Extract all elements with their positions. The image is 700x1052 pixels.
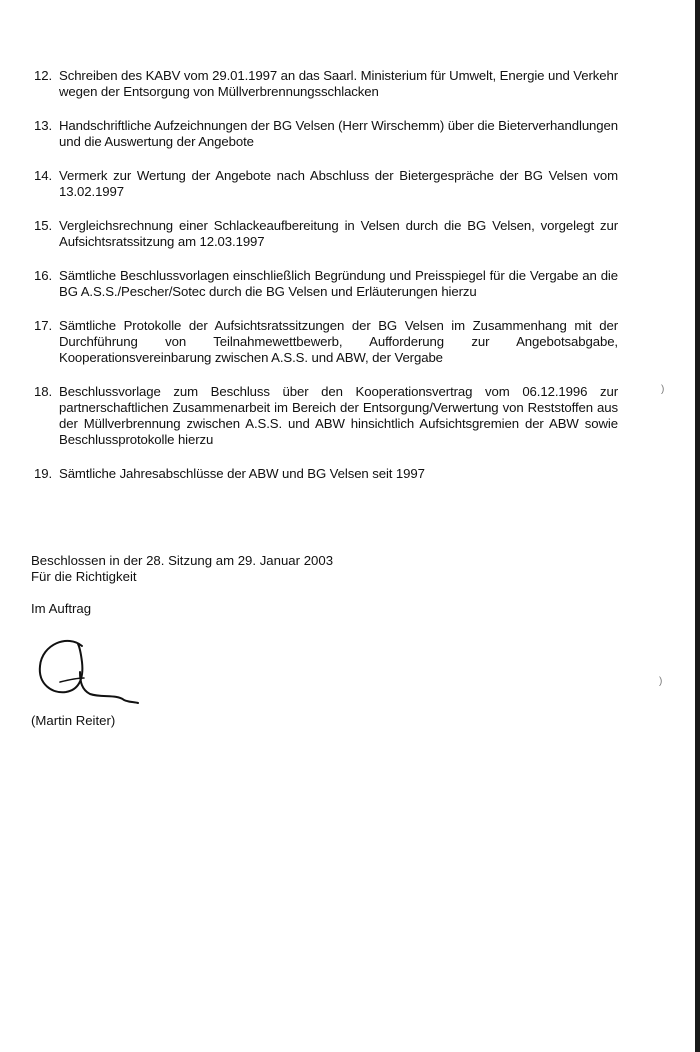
resolution-note (31, 553, 333, 585)
list-item (34, 168, 618, 200)
item-text: Sämtliche Protokolle der Aufsichtsratssitzungen der BG Velsen im Zusammenhang mit der Durchführung von Teilnahmewettbewerb, Aufforderung zur Angebotsabgabe, Kooperationsvereinbarung zwischen A.S.S. und ABW, der Vergabe (59, 318, 618, 365)
list-item (34, 318, 618, 366)
im-auftrag-label: Im Auftrag (31, 601, 92, 616)
list-item (34, 268, 618, 300)
signer-name: (Martin Reiter) (31, 713, 116, 728)
item-number: 19. (34, 466, 53, 481)
item-text: Beschlussvorlage zum Beschluss über den Kooperationsvertrag vom 06.12.1996 zur partnerschaftlichen Zusammenarbeit im Bereich der Entsorgung/Verwertung von Reststoffen aus der Müllverbrennung zwischen A.S.S. und ABW hinsichtlich Aufsichtsgremien der ABW sowie Beschlussprotokolle hierzu (59, 384, 618, 447)
item-text: Vergleichsrechnung einer Schlackeaufbereitung in Velsen durch die BG Velsen, vorgelegt zur Aufsichtsratssitzung am 12.03.1997 (59, 218, 618, 249)
item-text: Vermerk zur Wertung der Angebote nach Abschluss der Bietergespräche der BG Velsen vom 13.02.1997 (59, 168, 618, 199)
item-number: 18. (34, 384, 53, 399)
item-text: Sämtliche Jahresabschlüsse der ABW und BG Velsen seit 1997 (59, 466, 425, 481)
item-number: 13. (34, 118, 53, 133)
item-number: 15. (34, 218, 53, 233)
item-number: 16. (34, 268, 53, 283)
item-number: 17. (34, 318, 53, 333)
item-text: Sämtliche Beschlussvorlagen einschließlich Begründung und Preisspiegel für die Vergabe an die BG A.S.S./Pescher/Sotec durch die BG Velsen und Erläuterungen hierzu (59, 268, 618, 299)
certification-line: Für die Richtigkeit (31, 569, 137, 584)
scan-artifact: ) (659, 676, 663, 687)
list-item (34, 118, 618, 150)
item-number: 14. (34, 168, 53, 183)
list-item (34, 384, 618, 448)
item-text: Schreiben des KABV vom 29.01.1997 an das Saarl. Ministerium für Umwelt, Energie und Verkehr wegen der Entsorgung von Müllverbrennungsschlacken (59, 68, 618, 99)
resolution-line: Beschlossen in der 28. Sitzung am 29. Januar 2003 (31, 553, 334, 568)
document-list (34, 68, 618, 500)
item-text: Handschriftliche Aufzeichnungen der BG Velsen (Herr Wirschemm) über die Bieterverhandlungen und die Auswertung der Angebote (59, 118, 618, 149)
list-item (34, 218, 618, 250)
scan-edge (695, 0, 700, 1052)
list-item (34, 466, 618, 482)
item-number: 12. (34, 68, 53, 83)
list-item (34, 68, 618, 100)
scan-artifact: ) (661, 384, 665, 395)
signature-image (30, 632, 140, 707)
